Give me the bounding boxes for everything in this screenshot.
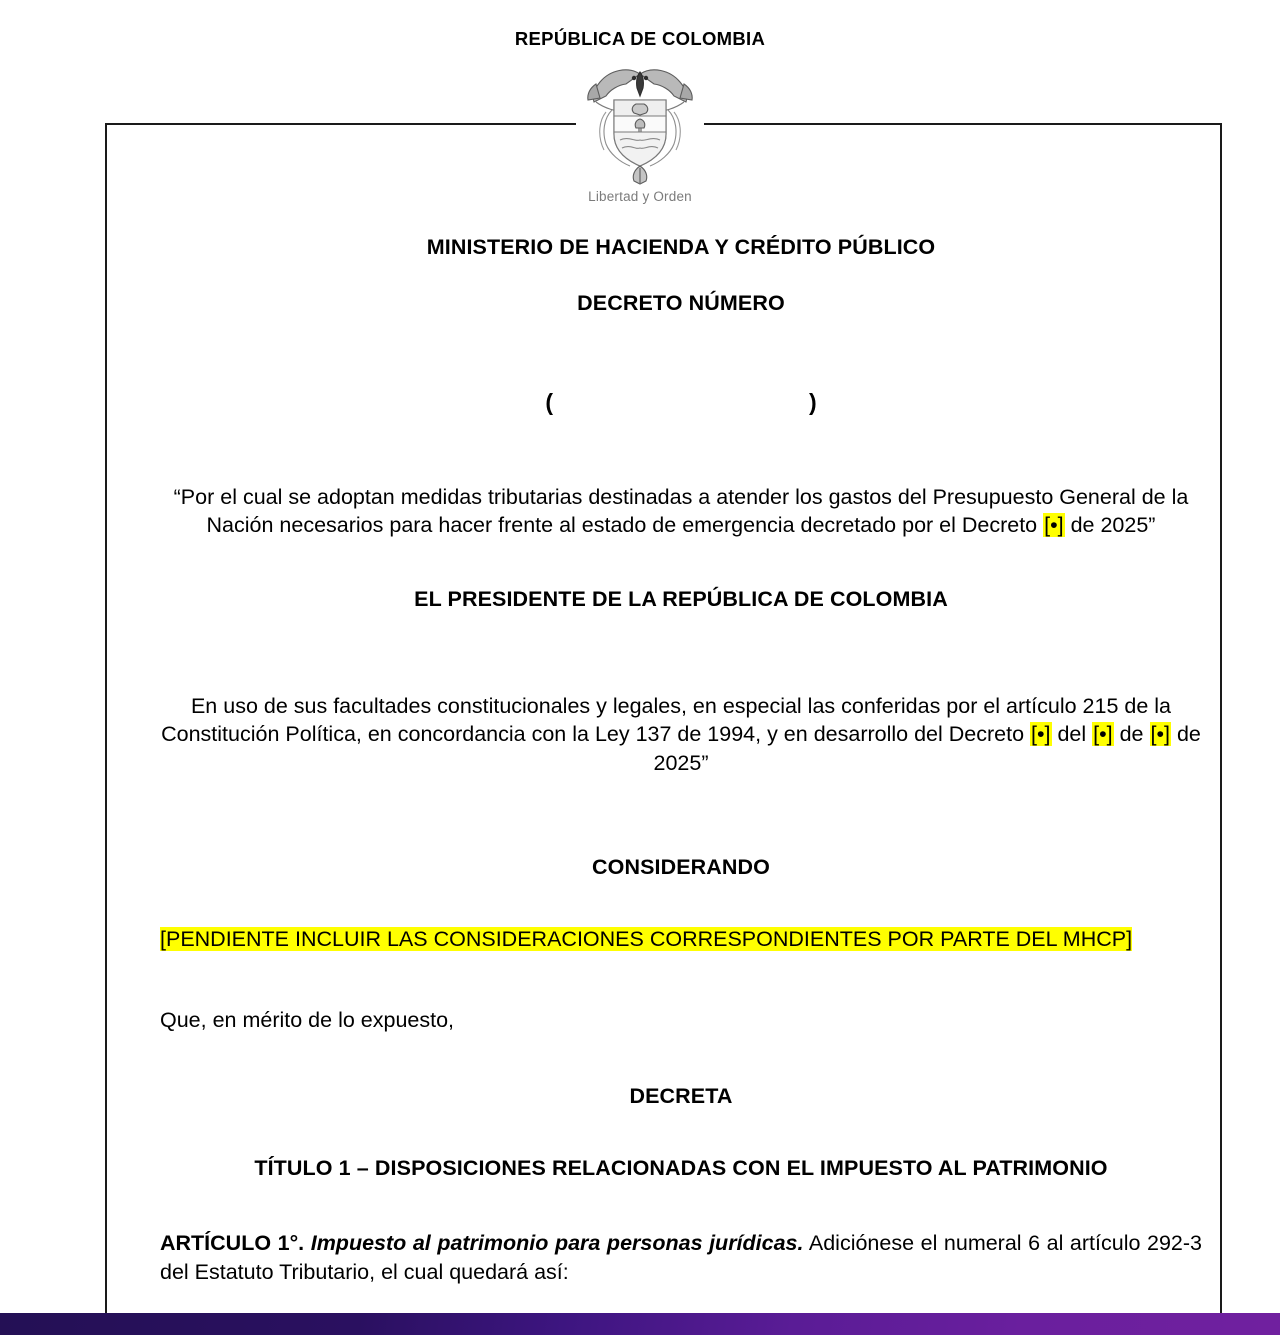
facultades-text-part3: de	[1113, 722, 1150, 747]
epigraph-text-part2: de 2025”	[1064, 513, 1156, 538]
facultades-placeholder-2: [•]	[1093, 722, 1113, 747]
paren-open: (	[545, 388, 553, 415]
articulo-1-paragraph	[160, 1229, 1202, 1287]
decree-epigraph	[160, 483, 1202, 540]
coat-of-arms-motto: Libertad y Orden	[588, 189, 692, 204]
epigraph-text-part1: “Por el cual se adoptan medidas tributarias destinadas a atender los gastos del Presupuesto General de la Nación necesarios para hacer frente al estado de emergencia decretado por el Decreto	[173, 484, 1189, 538]
epigraph-placeholder: [•]	[1044, 513, 1064, 538]
merito-paragraph: Que, en mérito de lo expuesto,	[160, 1007, 455, 1032]
facultades-text-part4: de 2025”	[653, 722, 1201, 775]
president-heading: EL PRESIDENTE DE LA REPÚBLICA DE COLOMBIA	[414, 586, 948, 611]
facultades-text-part1: En uso de sus facultades constitucionales y legales, en especial las conferidas por el artículo 215 de la Constitución Política, en concordancia con la Ley 137 de 1994, y en desarrollo del Decreto	[161, 693, 1172, 747]
facultades-placeholder-1: [•]	[1031, 722, 1051, 747]
bottom-accent-bar	[0, 1313, 1280, 1335]
titulo-1-heading: TÍTULO 1 – DISPOSICIONES RELACIONADAS CON EL IMPUESTO AL PATRIMONIO	[254, 1155, 1108, 1180]
ministry-heading: MINISTERIO DE HACIENDA Y CRÉDITO PÚBLICO	[426, 235, 936, 259]
articulo-1-number: ARTÍCULO 1°.	[160, 1230, 305, 1255]
decree-number-heading: DECRETO NÚMERO	[577, 290, 785, 315]
pending-considerations-text: [PENDIENTE INCLUIR LAS CONSIDERACIONES CORRESPONDIENTES POR PARTE DEL MHCP]	[160, 927, 1133, 952]
document-body	[160, 123, 1202, 1287]
facultades-text-part2: del	[1051, 722, 1093, 747]
legal-authority-paragraph	[160, 692, 1202, 778]
decree-date-parentheses	[160, 389, 1202, 416]
page-masthead-country: REPÚBLICA DE COLOMBIA	[514, 28, 766, 49]
pending-considerations-note	[160, 925, 1202, 954]
articulo-1-body: Adiciónese el numeral 6 al artículo 292-3 del Estatuto Tributario, el cual quedará así:	[160, 1230, 1202, 1284]
facultades-placeholder-3: [•]	[1150, 722, 1170, 747]
decreta-heading: DECRETA	[629, 1083, 733, 1108]
articulo-1-rubric: Impuesto al patrimonio para personas jurídicas.	[310, 1230, 804, 1255]
paren-close: )	[809, 388, 817, 415]
considerando-heading: CONSIDERANDO	[592, 854, 770, 879]
